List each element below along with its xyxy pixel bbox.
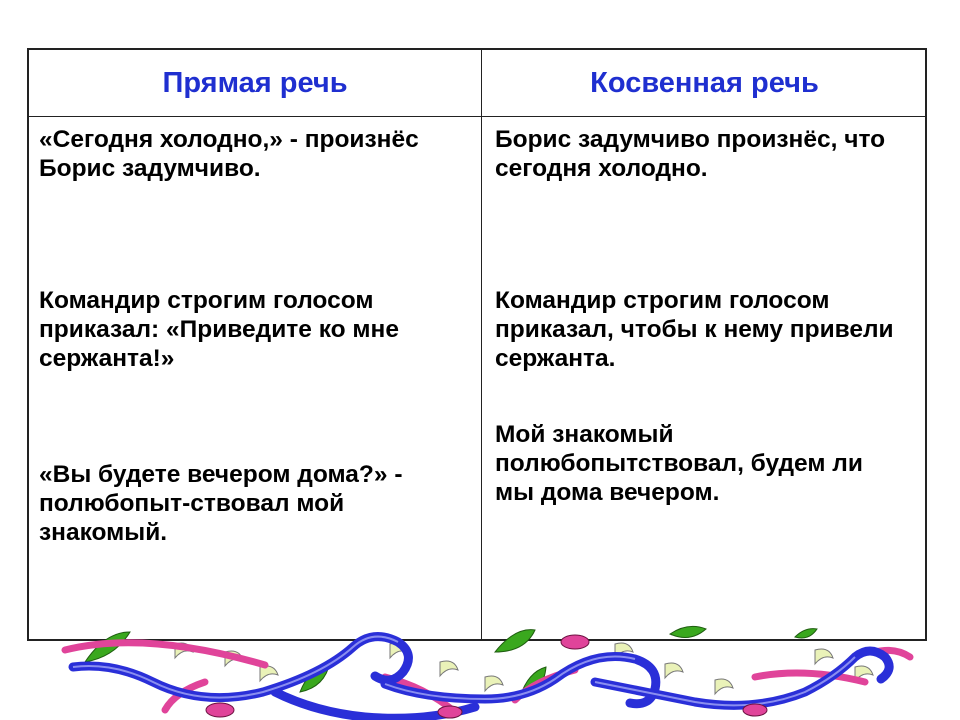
scroll-vine-ornament-icon bbox=[55, 622, 915, 720]
header-indirect-speech: Косвенная речь bbox=[590, 66, 819, 99]
row-3-indirect: Мой знакомый полюбопытствовал, будем ли мы дома вечером. bbox=[495, 421, 863, 506]
row-2-indirect: Командир строгим голосом приказал, чтобы к нему привели сержанта. bbox=[495, 287, 894, 372]
row-3-direct: «Вы будете вечером дома?» - полюбопыт-ствовал мой знакомый. bbox=[39, 461, 403, 546]
row-2-direct: Командир строгим голосом приказал: «Приведите ко мне сержанта!» bbox=[39, 287, 399, 372]
column-divider bbox=[481, 50, 482, 639]
row-1-indirect: Борис задумчиво произнёс, что сегодня холодно. bbox=[495, 126, 886, 182]
header-divider bbox=[29, 116, 925, 117]
row-1-direct: «Сегодня холодно,» - произнёс Борис задумчиво. bbox=[39, 126, 419, 182]
header-direct-speech: Прямая речь bbox=[162, 66, 348, 99]
comparison-table bbox=[27, 48, 927, 641]
